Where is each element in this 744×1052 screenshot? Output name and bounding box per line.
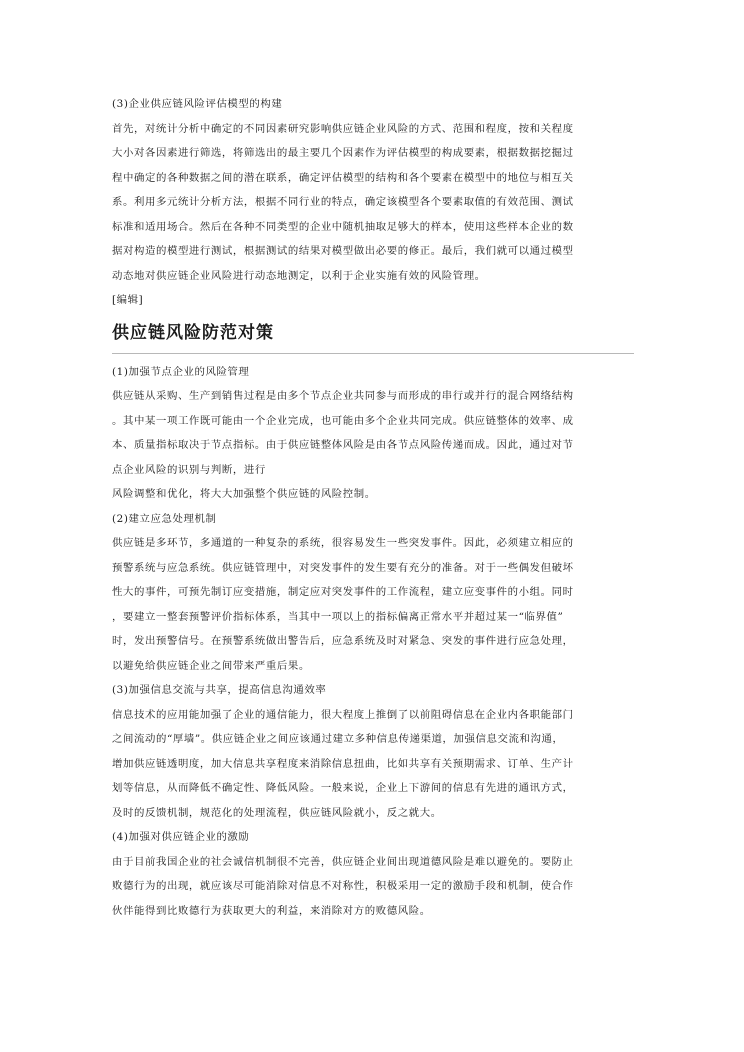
block-3-line: 之间流动的“厚墙”。供应链企业之间应该通过建立多种信息传递渠道，加强信息交流和沟通， <box>112 733 564 745</box>
block-1-heading: (1)加强节点企业的风险管理 <box>112 365 250 378</box>
section-3-line: 程中确定的各种数据之间的潜在联系，确定评估模型的结构和各个要素在模型中的地位与相互关 <box>112 171 574 184</box>
block-3-line: 及时的反馈机制，规范化的处理流程，供应链风险就小，反之就大。 <box>112 806 442 819</box>
section-3-line: 大小对各因素进行筛选，将筛选出的最主要几个因素作为评估模型的构成要素，根据数据挖掘过 <box>112 147 574 159</box>
page-section-title: 供应链风险防范对策 <box>112 322 274 343</box>
section-3-line: 首先，对统计分析中确定的不同因素研究影响供应链企业风险的方式、范围和程度，按和关程度 <box>112 122 574 135</box>
block-2-heading: (2)建立应急处理机制 <box>112 512 217 525</box>
block-2-line: 供应链是多环节，多通道的一种复杂的系统，很容易发生一些突发事件。因此，必须建立相应的 <box>112 537 574 549</box>
block-4-line: 伙伴能得到比败德行为获取更大的利益，来消除对方的败德风险。 <box>112 904 431 917</box>
section-3-line: 动态地对供应链企业风险进行动态地测定，以利于企业实施有效的风险管理。 <box>112 269 486 282</box>
block-3-heading: (3)加强信息交流与共享，提高信息沟通效率 <box>112 684 327 696</box>
block-3-line: 划等信息，从而降低不确定性、降低风险。一般来说，企业上下游间的信息有先进的通讯方式， <box>112 782 574 794</box>
block-1-line: 点企业风险的识别与判断，进行 <box>112 463 266 476</box>
edit-link[interactable]: [编辑] <box>112 294 144 306</box>
title-divider <box>112 353 634 354</box>
block-4-line: 败德行为的出现，就应该尽可能消除对信息不对称性，积极采用一定的激励手段和机制，使合作 <box>112 880 574 892</box>
section-3-model-heading: (3)企业供应链风险评估模型的构建 <box>112 98 283 110</box>
block-2-line: 预警系统与应急系统。供应链管理中，对突发事件的发生要有充分的准备。对于一些偶发但破坏 <box>112 561 574 574</box>
document-body <box>112 92 634 923</box>
block-4-line: 由于目前我国企业的社会诚信机制很不完善，供应链企业间出现道德风险是难以避免的。要防止 <box>112 855 574 868</box>
block-1-line: 供应链从采购、生产到销售过程是由多个节点企业共同参与而形成的串行或并行的混合网络结构 <box>112 390 574 402</box>
block-3-line: 信息技术的应用能加强了企业的通信能力，很大程度上推倒了以前阻碍信息在企业内各职能部门 <box>112 708 574 721</box>
block-1-line: 本、质量指标取决于节点指标。由于供应链整体风险是由各节点风险传递而成。因此，通过对节 <box>112 439 574 451</box>
section-3-line: 据对构造的模型进行测试，根据测试的结果对模型做出必要的修正。最后，我们就可以通过模型 <box>112 245 574 257</box>
block-1-line: 风险调整和优化，将大大加强整个供应链的风险控制。 <box>112 488 376 500</box>
block-2-line: 性大的事件，可预先制订应变措施，制定应对突发事件的工作流程，建立应变事件的小组。同时 <box>112 586 574 598</box>
section-3-line: 标准和适用场合。然后在各种不同类型的企业中随机抽取足够大的样本，使用这些样本企业的数 <box>112 220 574 233</box>
block-2-line: 以避免给供应链企业之间带来严重后果。 <box>112 659 310 672</box>
block-3-line: 增加供应链透明度，加大信息共享程度来消除信息扭曲，比如共享有关预期需求、订单、生产计 <box>112 757 574 770</box>
block-2-line: 时，发出预警信号。在预警系统做出警告后，应急系统及时对紧急、突发的事件进行应急处理， <box>112 635 574 647</box>
block-4-heading: (4)加强对供应链企业的激励 <box>112 831 250 843</box>
block-2-line: ，要建立一整套预警评价指标体系，当其中一项以上的指标偏离正常水平并超过某一“临界值” <box>112 610 564 623</box>
section-3-line: 系。利用多元统计分析方法，根据不同行业的特点，确定该模型各个要素取值的有效范围、测试 <box>112 196 574 208</box>
block-1-line: 。其中某一项工作既可能由一个企业完成，也可能由多个企业共同完成。供应链整体的效率、成 <box>112 414 574 427</box>
